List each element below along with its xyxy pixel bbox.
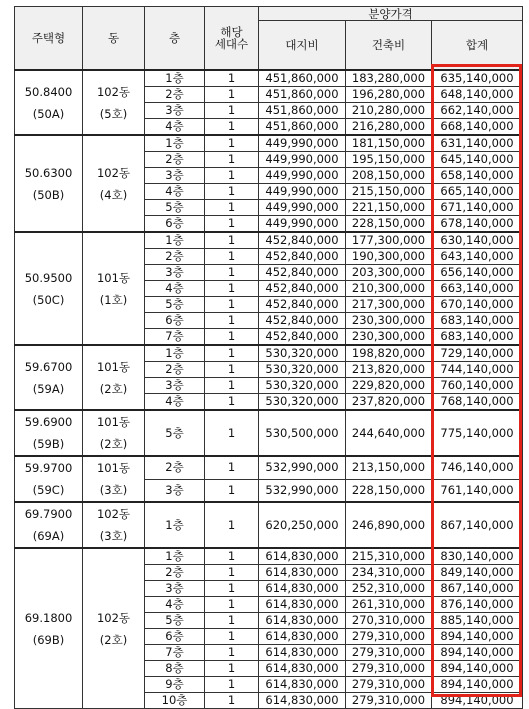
units-cell: 1 (205, 629, 259, 645)
header-sale-price: 분양가격 (259, 7, 523, 21)
housing-type-cell (15, 502, 83, 548)
floor-cell: 1층 (145, 548, 205, 565)
table-row (15, 232, 523, 249)
land-cost-cell: 614,830,000 (259, 597, 346, 613)
units-cell: 1 (205, 200, 259, 216)
floor-cell: 2층 (145, 249, 205, 265)
housing-type-code: (59A) (32, 381, 65, 396)
building-number: 102동 (96, 165, 131, 180)
floor-cell: 4층 (145, 394, 205, 411)
floor-cell: 1층 (145, 345, 205, 362)
total-price-cell: 729,140,000 (432, 345, 523, 362)
building-cost-cell: 210,280,000 (346, 103, 432, 119)
building-number: 101동 (96, 415, 131, 429)
table-row (15, 410, 523, 456)
units-cell: 1 (205, 313, 259, 329)
housing-type-area: 69.7900 (24, 507, 73, 521)
housing-type-area: 50.6300 (24, 165, 73, 180)
land-cost-cell: 614,830,000 (259, 548, 346, 565)
units-cell: 1 (205, 677, 259, 693)
units-cell: 1 (205, 184, 259, 200)
total-price-cell: 635,140,000 (432, 70, 523, 87)
housing-type-code: (50B) (32, 187, 65, 202)
units-cell: 1 (205, 265, 259, 281)
unit-count: (3호) (99, 483, 128, 497)
housing-type-cell (15, 456, 83, 502)
total-price-cell: 849,140,000 (432, 565, 523, 581)
housing-type-area: 59.6700 (24, 359, 73, 374)
building-cell (83, 410, 145, 456)
land-cost-cell: 451,860,000 (259, 87, 346, 103)
building-cost-cell: 230,300,000 (346, 329, 432, 346)
building-cost-cell: 221,150,000 (346, 200, 432, 216)
land-cost-cell: 449,990,000 (259, 152, 346, 168)
units-cell: 1 (205, 135, 259, 152)
units-cell: 1 (205, 119, 259, 136)
total-price-cell: 665,140,000 (432, 184, 523, 200)
total-price-cell: 894,140,000 (432, 693, 523, 709)
units-cell: 1 (205, 410, 259, 456)
units-cell: 1 (205, 297, 259, 313)
unit-count: (2호) (99, 381, 128, 396)
floor-cell: 6층 (145, 629, 205, 645)
total-price-cell: 683,140,000 (432, 313, 523, 329)
building-cell (83, 345, 145, 410)
land-cost-cell: 452,840,000 (259, 265, 346, 281)
floor-cell: 4층 (145, 597, 205, 613)
building-cost-cell: 196,280,000 (346, 87, 432, 103)
land-cost-cell: 614,830,000 (259, 581, 346, 597)
land-cost-cell: 614,830,000 (259, 565, 346, 581)
building-cell (83, 70, 145, 135)
building-cost-cell: 213,820,000 (346, 362, 432, 378)
total-price-cell: 671,140,000 (432, 200, 523, 216)
total-price-cell: 631,140,000 (432, 135, 523, 152)
units-cell: 1 (205, 613, 259, 629)
floor-cell: 6층 (145, 216, 205, 233)
total-price-cell: 894,140,000 (432, 661, 523, 677)
floor-cell: 8층 (145, 661, 205, 677)
total-price-cell: 760,140,000 (432, 378, 523, 394)
total-price-cell: 876,140,000 (432, 597, 523, 613)
land-cost-cell: 530,320,000 (259, 362, 346, 378)
building-cost-cell: 228,150,000 (346, 216, 432, 233)
land-cost-cell: 452,840,000 (259, 329, 346, 346)
land-cost-cell: 452,840,000 (259, 297, 346, 313)
building-cost-cell: 198,820,000 (346, 345, 432, 362)
floor-cell: 4층 (145, 119, 205, 136)
units-cell: 1 (205, 502, 259, 548)
header-building: 동 (83, 7, 145, 71)
land-cost-cell: 452,840,000 (259, 249, 346, 265)
total-price-cell: 867,140,000 (432, 581, 523, 597)
total-price-cell: 643,140,000 (432, 249, 523, 265)
header-total: 합계 (432, 21, 523, 71)
floor-cell: 5층 (145, 613, 205, 629)
land-cost-cell: 530,500,000 (259, 410, 346, 456)
land-cost-cell: 614,830,000 (259, 613, 346, 629)
total-price-cell: 683,140,000 (432, 329, 523, 346)
building-cost-cell: 210,300,000 (346, 281, 432, 297)
building-cost-cell: 261,310,000 (346, 597, 432, 613)
header-housing-type: 주택형 (15, 7, 83, 71)
building-cost-cell: 215,150,000 (346, 184, 432, 200)
floor-cell: 3층 (145, 265, 205, 281)
units-cell: 1 (205, 216, 259, 233)
floor-cell: 2층 (145, 456, 205, 479)
building-cost-cell: 181,150,000 (346, 135, 432, 152)
total-price-cell: 894,140,000 (432, 645, 523, 661)
table-row (15, 548, 523, 565)
floor-cell: 7층 (145, 329, 205, 346)
total-price-cell: 658,140,000 (432, 168, 523, 184)
total-price-cell: 663,140,000 (432, 281, 523, 297)
building-cell (83, 502, 145, 548)
land-cost-cell: 449,990,000 (259, 184, 346, 200)
table-row (15, 456, 523, 479)
housing-type-area: 59.6900 (24, 415, 73, 429)
housing-type-area: 59.9700 (24, 461, 73, 475)
total-price-cell: 645,140,000 (432, 152, 523, 168)
building-cost-cell: 279,310,000 (346, 677, 432, 693)
housing-type-code: (69B) (32, 632, 65, 647)
units-cell: 1 (205, 87, 259, 103)
total-price-cell: 867,140,000 (432, 502, 523, 548)
housing-type-code: (59C) (32, 483, 65, 497)
building-cost-cell: 270,310,000 (346, 613, 432, 629)
unit-count: (5호) (99, 106, 128, 121)
total-price-cell: 678,140,000 (432, 216, 523, 233)
total-price-cell: 670,140,000 (432, 297, 523, 313)
land-cost-cell: 449,990,000 (259, 216, 346, 233)
floor-cell: 1층 (145, 70, 205, 87)
header-building-cost: 건축비 (346, 21, 432, 71)
building-cell (83, 548, 145, 709)
total-price-cell: 630,140,000 (432, 232, 523, 249)
units-cell: 1 (205, 645, 259, 661)
total-price-cell: 761,140,000 (432, 479, 523, 502)
units-cell: 1 (205, 249, 259, 265)
floor-cell: 3층 (145, 103, 205, 119)
units-cell: 1 (205, 70, 259, 87)
header-floor: 층 (145, 7, 205, 71)
housing-type-code: (50A) (32, 106, 65, 121)
floor-cell: 4층 (145, 184, 205, 200)
building-cost-cell: 279,310,000 (346, 693, 432, 709)
building-number: 102동 (96, 84, 131, 99)
floor-cell: 3층 (145, 479, 205, 502)
floor-cell: 4층 (145, 281, 205, 297)
table-row (15, 502, 523, 548)
land-cost-cell: 530,320,000 (259, 378, 346, 394)
building-cost-cell: 183,280,000 (346, 70, 432, 87)
header-land-cost: 대지비 (259, 21, 346, 71)
table-body (15, 70, 523, 709)
building-cost-cell: 279,310,000 (346, 661, 432, 677)
building-cost-cell: 230,300,000 (346, 313, 432, 329)
floor-cell: 7층 (145, 645, 205, 661)
land-cost-cell: 451,860,000 (259, 70, 346, 87)
land-cost-cell: 614,830,000 (259, 645, 346, 661)
building-cost-cell: 217,300,000 (346, 297, 432, 313)
total-price-cell: 656,140,000 (432, 265, 523, 281)
building-cost-cell: 216,280,000 (346, 119, 432, 136)
floor-cell: 2층 (145, 152, 205, 168)
building-number: 102동 (96, 507, 131, 521)
building-cell (83, 232, 145, 345)
housing-type-code: (59B) (32, 437, 65, 451)
housing-type-cell (15, 70, 83, 135)
floor-cell: 1층 (145, 135, 205, 152)
land-cost-cell: 614,830,000 (259, 629, 346, 645)
units-cell: 1 (205, 329, 259, 346)
units-cell: 1 (205, 281, 259, 297)
building-cost-cell: 208,150,000 (346, 168, 432, 184)
building-cost-cell: 195,150,000 (346, 152, 432, 168)
total-price-cell: 648,140,000 (432, 87, 523, 103)
units-cell: 1 (205, 378, 259, 394)
units-cell: 1 (205, 232, 259, 249)
header-units-line2: 세대수 (214, 37, 249, 51)
building-cost-cell: 246,890,000 (346, 502, 432, 548)
total-price-cell: 830,140,000 (432, 548, 523, 565)
building-cost-cell: 213,150,000 (346, 456, 432, 479)
units-cell: 1 (205, 565, 259, 581)
building-cell (83, 135, 145, 232)
land-cost-cell: 614,830,000 (259, 661, 346, 677)
units-cell: 1 (205, 581, 259, 597)
housing-type-area: 50.9500 (24, 270, 73, 285)
building-number: 101동 (96, 461, 131, 475)
total-price-cell: 894,140,000 (432, 677, 523, 693)
housing-type-code: (69A) (32, 529, 65, 543)
units-cell: 1 (205, 394, 259, 411)
unit-count: (4호) (99, 187, 128, 202)
land-cost-cell: 530,320,000 (259, 345, 346, 362)
total-price-cell: 775,140,000 (432, 410, 523, 456)
floor-cell: 2층 (145, 565, 205, 581)
units-cell: 1 (205, 345, 259, 362)
units-cell: 1 (205, 152, 259, 168)
building-cost-cell: 279,310,000 (346, 645, 432, 661)
land-cost-cell: 532,990,000 (259, 479, 346, 502)
housing-type-code: (50C) (32, 292, 65, 307)
building-cell (83, 456, 145, 502)
building-cost-cell: 229,820,000 (346, 378, 432, 394)
header-units (205, 7, 259, 71)
floor-cell: 2층 (145, 87, 205, 103)
land-cost-cell: 449,990,000 (259, 200, 346, 216)
floor-cell: 9층 (145, 677, 205, 693)
land-cost-cell: 530,320,000 (259, 394, 346, 411)
units-cell: 1 (205, 693, 259, 709)
building-cost-cell: 279,310,000 (346, 629, 432, 645)
total-price-cell: 662,140,000 (432, 103, 523, 119)
housing-type-area: 69.1800 (24, 610, 73, 625)
land-cost-cell: 452,840,000 (259, 281, 346, 297)
building-cost-cell: 234,310,000 (346, 565, 432, 581)
building-cost-cell: 203,300,000 (346, 265, 432, 281)
unit-count: (3호) (99, 529, 128, 543)
land-cost-cell: 614,830,000 (259, 693, 346, 709)
land-cost-cell: 451,860,000 (259, 119, 346, 136)
floor-cell: 1층 (145, 232, 205, 249)
housing-type-cell (15, 135, 83, 232)
header-units-line1: 해당 (220, 25, 243, 39)
sale-price-table (14, 6, 523, 709)
units-cell: 1 (205, 362, 259, 378)
floor-cell: 1층 (145, 502, 205, 548)
total-price-cell: 744,140,000 (432, 362, 523, 378)
land-cost-cell: 449,990,000 (259, 135, 346, 152)
building-cost-cell: 228,150,000 (346, 479, 432, 502)
units-cell: 1 (205, 548, 259, 565)
floor-cell: 3층 (145, 168, 205, 184)
housing-type-cell (15, 232, 83, 345)
units-cell: 1 (205, 479, 259, 502)
building-cost-cell: 244,640,000 (346, 410, 432, 456)
building-number: 101동 (96, 270, 131, 285)
floor-cell: 5층 (145, 200, 205, 216)
total-price-cell: 885,140,000 (432, 613, 523, 629)
land-cost-cell: 449,990,000 (259, 168, 346, 184)
total-price-cell: 668,140,000 (432, 119, 523, 136)
table-row (15, 70, 523, 87)
floor-cell: 5층 (145, 297, 205, 313)
floor-cell: 6층 (145, 313, 205, 329)
land-cost-cell: 614,830,000 (259, 677, 346, 693)
land-cost-cell: 620,250,000 (259, 502, 346, 548)
building-cost-cell: 177,300,000 (346, 232, 432, 249)
unit-count: (1호) (99, 292, 128, 307)
housing-type-area: 50.8400 (24, 84, 73, 99)
floor-cell: 5층 (145, 410, 205, 456)
building-number: 101동 (96, 359, 131, 374)
units-cell: 1 (205, 168, 259, 184)
total-price-cell: 894,140,000 (432, 629, 523, 645)
building-number: 102동 (96, 610, 131, 625)
table-right-edge (522, 6, 523, 696)
unit-count: (2호) (99, 632, 128, 647)
floor-cell: 2층 (145, 362, 205, 378)
building-cost-cell: 252,310,000 (346, 581, 432, 597)
building-cost-cell: 237,820,000 (346, 394, 432, 411)
table-row (15, 345, 523, 362)
building-cost-cell: 190,300,000 (346, 249, 432, 265)
total-price-cell: 768,140,000 (432, 394, 523, 411)
unit-count: (2호) (99, 437, 128, 451)
floor-cell: 10층 (145, 693, 205, 709)
units-cell: 1 (205, 103, 259, 119)
floor-cell: 3층 (145, 581, 205, 597)
units-cell: 1 (205, 597, 259, 613)
housing-type-cell (15, 410, 83, 456)
housing-type-cell (15, 345, 83, 410)
land-cost-cell: 452,840,000 (259, 232, 346, 249)
land-cost-cell: 532,990,000 (259, 456, 346, 479)
units-cell: 1 (205, 661, 259, 677)
land-cost-cell: 452,840,000 (259, 313, 346, 329)
building-cost-cell: 215,310,000 (346, 548, 432, 565)
housing-type-cell (15, 548, 83, 709)
total-price-cell: 746,140,000 (432, 456, 523, 479)
land-cost-cell: 451,860,000 (259, 103, 346, 119)
units-cell: 1 (205, 456, 259, 479)
floor-cell: 3층 (145, 378, 205, 394)
table-row (15, 135, 523, 152)
